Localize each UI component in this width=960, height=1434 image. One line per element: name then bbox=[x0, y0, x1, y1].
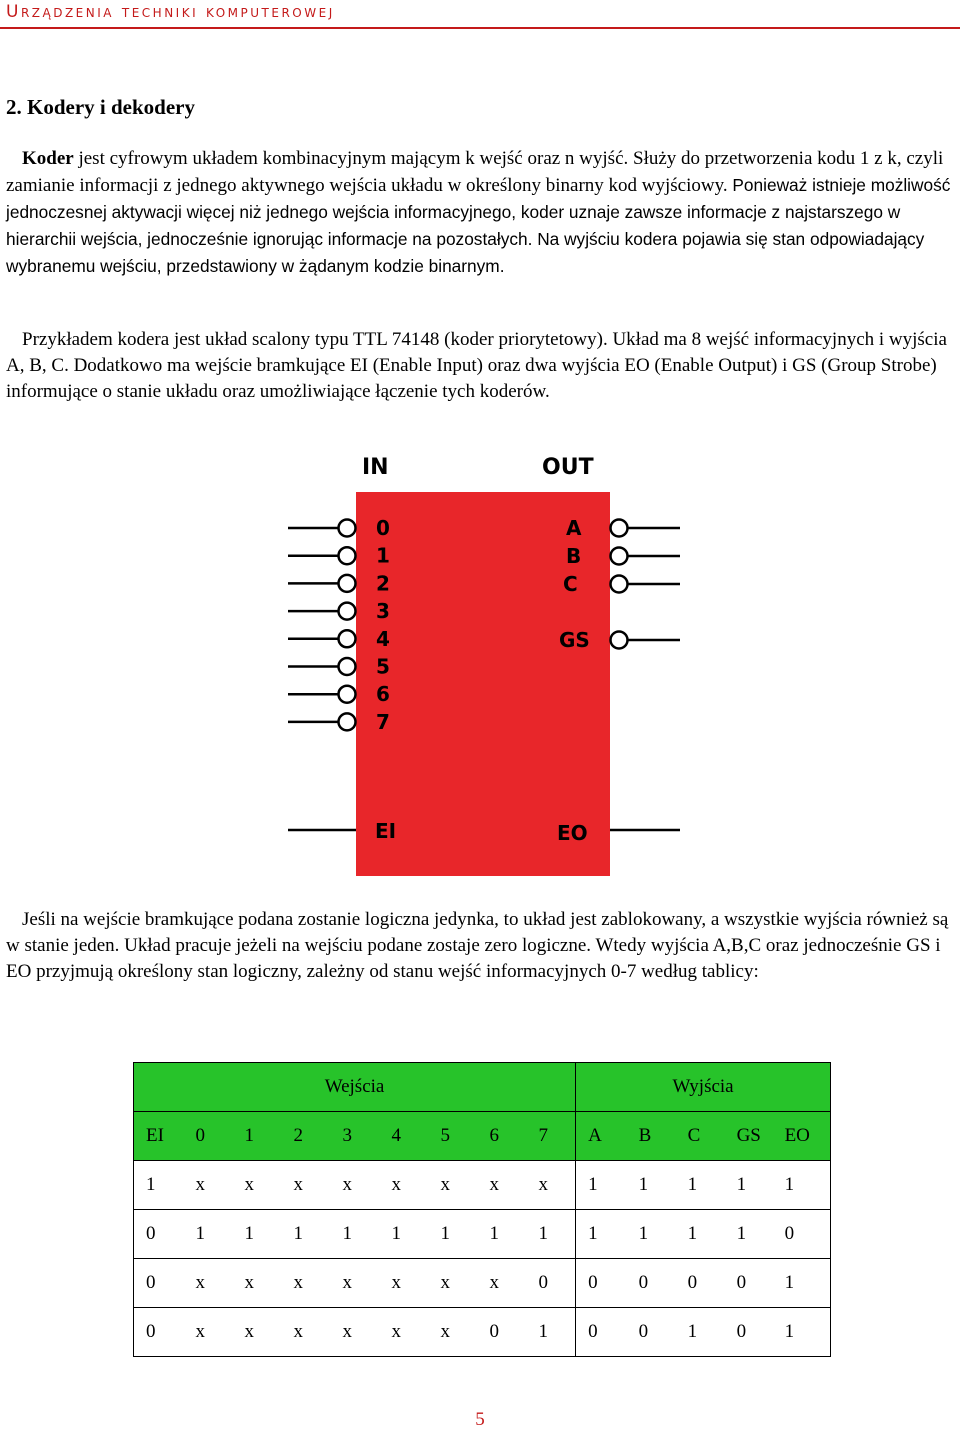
table-cell: 0 bbox=[725, 1308, 773, 1357]
column-header: B bbox=[627, 1112, 676, 1161]
table-cell: x bbox=[429, 1308, 478, 1357]
table-cell: x bbox=[478, 1161, 527, 1210]
truth-table-group-header bbox=[134, 1063, 831, 1112]
table-cell: x bbox=[380, 1308, 429, 1357]
input-pin-label: 4 bbox=[376, 626, 390, 651]
column-header: 1 bbox=[233, 1112, 282, 1161]
table-cell: 1 bbox=[429, 1210, 478, 1259]
output-pin-label: B bbox=[566, 544, 582, 568]
table-cell: 0 bbox=[527, 1259, 576, 1308]
output-pin-inversion-bubble bbox=[611, 632, 628, 649]
table-cell: 1 bbox=[627, 1210, 676, 1259]
table-cell: 0 bbox=[134, 1210, 184, 1259]
input-pin-inversion-bubble bbox=[339, 658, 356, 675]
table-row bbox=[134, 1259, 831, 1308]
table-cell: 1 bbox=[627, 1161, 676, 1210]
output-pins bbox=[559, 516, 680, 652]
table-cell: x bbox=[478, 1259, 527, 1308]
paragraph-74148-description bbox=[6, 327, 952, 405]
input-pin-label: 6 bbox=[376, 682, 390, 707]
table-cell: 1 bbox=[576, 1210, 627, 1259]
ei-pin-label: EI bbox=[375, 819, 397, 843]
input-pin-label: 0 bbox=[376, 516, 390, 540]
table-cell: x bbox=[380, 1259, 429, 1308]
paragraph-enable-logic bbox=[6, 907, 952, 985]
input-pin-label: 2 bbox=[376, 571, 390, 596]
output-pin-inversion-bubble bbox=[611, 520, 628, 537]
table-cell: 0 bbox=[576, 1308, 627, 1357]
table-cell: 0 bbox=[627, 1259, 676, 1308]
column-header: 0 bbox=[184, 1112, 233, 1161]
table-cell: 0 bbox=[676, 1259, 725, 1308]
table-cell: 0 bbox=[478, 1308, 527, 1357]
table-cell: 1 bbox=[725, 1210, 773, 1259]
input-pin-inversion-bubble bbox=[339, 547, 356, 564]
input-pin-label: 1 bbox=[376, 543, 390, 568]
out-label: OUT bbox=[542, 455, 594, 480]
table-cell: x bbox=[429, 1259, 478, 1308]
input-pin-label: 7 bbox=[376, 709, 390, 734]
table-cell: x bbox=[380, 1161, 429, 1210]
table-cell: x bbox=[282, 1259, 331, 1308]
truth-table-column-header bbox=[134, 1112, 831, 1161]
output-pin-inversion-bubble bbox=[611, 548, 628, 565]
group-header-outputs: Wyjścia bbox=[576, 1063, 831, 1112]
table-cell: 0 bbox=[725, 1259, 773, 1308]
input-pin-inversion-bubble bbox=[339, 575, 356, 592]
column-header: 3 bbox=[331, 1112, 380, 1161]
table-cell: x bbox=[282, 1308, 331, 1357]
table-cell: 0 bbox=[773, 1210, 831, 1259]
column-header: 4 bbox=[380, 1112, 429, 1161]
table-cell: 1 bbox=[478, 1210, 527, 1259]
table-cell: 1 bbox=[282, 1210, 331, 1259]
table-cell: x bbox=[184, 1308, 233, 1357]
table-cell: x bbox=[331, 1308, 380, 1357]
table-cell: 1 bbox=[676, 1161, 725, 1210]
column-header: 2 bbox=[282, 1112, 331, 1161]
table-cell: x bbox=[233, 1161, 282, 1210]
input-pin-inversion-bubble bbox=[339, 520, 356, 537]
paragraph1-sans-text: Ponieważ istnieje możliwość jednoczesnej aktywacji więcej niż jednego wejścia informacyjnego, koder uznaje zawsze informacje z najstarszego w hierarchii wejścia, jednocześnie ignorując informacje na pozostałych. Na wyjściu kodera pojawia się stan odpowiadający wybranemu wejściu, przedstawiony w żądanym kodzie binarnym. bbox=[6, 175, 951, 276]
table-row bbox=[134, 1210, 831, 1259]
column-header: GS bbox=[725, 1112, 773, 1161]
section-heading: 2. Kodery i dekodery bbox=[6, 95, 195, 119]
in-label: IN bbox=[362, 455, 389, 480]
paragraph2-text: Przykładem kodera jest układ scalony typu TTL 74148 (koder priorytetowy). Układ ma 8 wejść informacyjnych i wyjścia A, B, C. Dodatkowo ma wejście bramkujące EI (Enable Input) oraz dwa wyjścia EO (Enable Output) i GS (Group Strobe) informujące o stanie układu oraz umożliwiające łączenie tych koderów. bbox=[6, 329, 947, 402]
table-cell: 0 bbox=[134, 1259, 184, 1308]
column-header: EI bbox=[134, 1112, 184, 1161]
table-cell: 0 bbox=[627, 1308, 676, 1357]
group-header-inputs: Wejścia bbox=[134, 1063, 576, 1112]
input-pin-inversion-bubble bbox=[339, 603, 356, 620]
table-cell: 1 bbox=[773, 1308, 831, 1357]
table-cell: x bbox=[527, 1161, 576, 1210]
table-cell: x bbox=[184, 1259, 233, 1308]
input-pin-label: 3 bbox=[376, 599, 390, 624]
table-cell: x bbox=[331, 1259, 380, 1308]
table-cell: 1 bbox=[676, 1210, 725, 1259]
header-divider bbox=[0, 27, 960, 29]
table-cell: x bbox=[429, 1161, 478, 1210]
table-cell: 1 bbox=[576, 1161, 627, 1210]
input-pin-label: 5 bbox=[376, 654, 390, 679]
column-header: 7 bbox=[527, 1112, 576, 1161]
table-cell: x bbox=[233, 1259, 282, 1308]
input-pin-inversion-bubble bbox=[339, 686, 356, 703]
truth-table bbox=[133, 1062, 831, 1357]
table-cell: 1 bbox=[331, 1210, 380, 1259]
table-cell: 0 bbox=[576, 1259, 627, 1308]
output-pin-label: GS bbox=[559, 628, 590, 652]
encoder-chip-diagram bbox=[0, 440, 960, 880]
input-pin-inversion-bubble bbox=[339, 630, 356, 647]
table-cell: 1 bbox=[233, 1210, 282, 1259]
term-koder: Koder bbox=[22, 148, 74, 169]
page-number: 5 bbox=[475, 1409, 485, 1430]
table-cell: 1 bbox=[380, 1210, 429, 1259]
table-cell: 1 bbox=[134, 1161, 184, 1210]
input-pin-inversion-bubble bbox=[339, 713, 356, 730]
table-row bbox=[134, 1161, 831, 1210]
table-row bbox=[134, 1308, 831, 1357]
column-header: EO bbox=[773, 1112, 831, 1161]
column-header: C bbox=[676, 1112, 725, 1161]
table-cell: x bbox=[282, 1161, 331, 1210]
table-cell: 1 bbox=[184, 1210, 233, 1259]
table-cell: 1 bbox=[773, 1259, 831, 1308]
column-header: A bbox=[576, 1112, 627, 1161]
output-pin-label: A bbox=[566, 516, 582, 540]
table-cell: x bbox=[331, 1161, 380, 1210]
table-cell: 0 bbox=[134, 1308, 184, 1357]
table-cell: 1 bbox=[527, 1210, 576, 1259]
output-pin-inversion-bubble bbox=[611, 576, 628, 593]
table-cell: 1 bbox=[773, 1161, 831, 1210]
column-header: 5 bbox=[429, 1112, 478, 1161]
output-pin-label: C bbox=[563, 572, 578, 596]
column-header: 6 bbox=[478, 1112, 527, 1161]
table-cell: 1 bbox=[527, 1308, 576, 1357]
table-cell: 1 bbox=[676, 1308, 725, 1357]
eo-pin-label: EO bbox=[557, 821, 588, 845]
document-header-title: Urządzenia techniki komputerowej bbox=[6, 2, 335, 22]
table-cell: x bbox=[184, 1161, 233, 1210]
paragraph-encoder-definition bbox=[6, 146, 952, 280]
paragraph3-text: Jeśli na wejście bramkujące podana zostanie logiczna jedynka, to układ jest zablokowany, a wszystkie wyjścia również są w stanie jeden. Układ pracuje jeżeli na wejściu podane zostaje zero logiczne. Wtedy wyjścia A,B,C oraz jednocześnie GS i EO przyjmują określony stan logiczny, zależny od stanu wejść informacyjnych 0-7 według tablicy: bbox=[6, 909, 949, 982]
paragraph1-serif-text: jest cyfrowym układem kombinacyjnym mającym k wejść oraz n wyjść. Służy do przetworzenia kodu 1 z k, czyli zamianie informacji z jednego aktywnego wejścia układu w określony binarny kod wyjściowy. bbox=[6, 148, 944, 196]
table-cell: 1 bbox=[725, 1161, 773, 1210]
table-cell: x bbox=[233, 1308, 282, 1357]
